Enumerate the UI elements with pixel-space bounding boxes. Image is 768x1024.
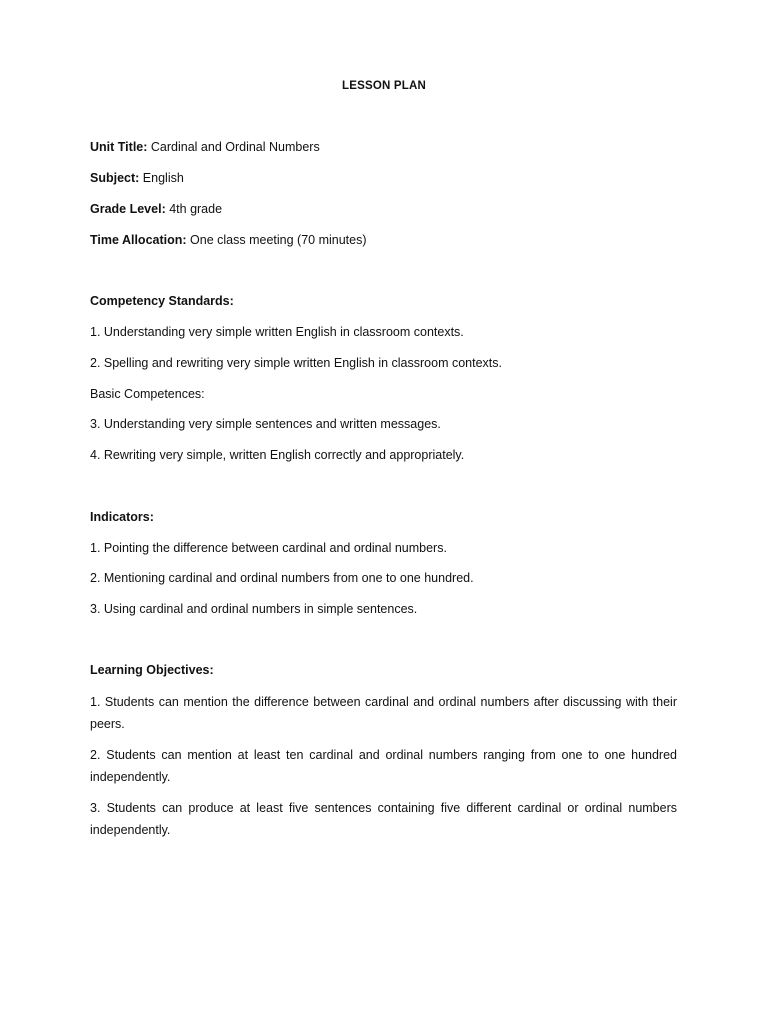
objective-item: 1. Students can mention the difference between cardinal and ordinal numbers after discussing with their peers. bbox=[90, 695, 677, 731]
objective-item: 2. Students can mention at least ten cardinal and ordinal numbers ranging from one to one hundred independently. bbox=[90, 748, 677, 784]
subject-line bbox=[90, 167, 678, 189]
grade-level-value: 4th grade bbox=[169, 202, 223, 216]
subject-label: Subject: bbox=[90, 171, 140, 185]
subject-value: English bbox=[142, 171, 184, 185]
document-title: LESSON PLAN bbox=[342, 80, 426, 92]
learning-objectives-heading: Learning Objectives: bbox=[90, 663, 214, 677]
competency-item: 1. Understanding very simple written English in classroom contexts. bbox=[90, 325, 464, 339]
objective-item: 3. Students can produce at least five sentences containing five different cardinal or ordinal numbers independently. bbox=[90, 801, 677, 837]
basic-competence-item: 3. Understanding very simple sentences and written messages. bbox=[90, 417, 441, 431]
grade-level-line bbox=[90, 198, 678, 220]
indicator-item: 2. Mentioning cardinal and ordinal numbers from one to one hundred. bbox=[90, 571, 474, 585]
indicator-item: 3. Using cardinal and ordinal numbers in simple sentences. bbox=[90, 602, 418, 616]
indicator-item: 1. Pointing the difference between cardinal and ordinal numbers. bbox=[90, 541, 447, 555]
time-allocation-value: One class meeting (70 minutes) bbox=[190, 233, 367, 247]
basic-competences-heading: Basic Competences: bbox=[90, 387, 205, 401]
time-allocation-label: Time Allocation: bbox=[90, 233, 187, 247]
unit-title-value: Cardinal and Ordinal Numbers bbox=[150, 140, 320, 154]
competency-item: 2. Spelling and rewriting very simple written English in classroom contexts. bbox=[90, 356, 502, 370]
time-allocation-line bbox=[90, 229, 678, 251]
basic-competence-item: 4. Rewriting very simple, written English correctly and appropriately. bbox=[90, 448, 465, 462]
competency-heading: Competency Standards: bbox=[90, 294, 234, 308]
indicators-heading: Indicators: bbox=[90, 510, 154, 524]
unit-title-label: Unit Title: bbox=[90, 140, 148, 154]
unit-title-line bbox=[90, 136, 678, 158]
grade-level-label: Grade Level: bbox=[90, 202, 166, 216]
